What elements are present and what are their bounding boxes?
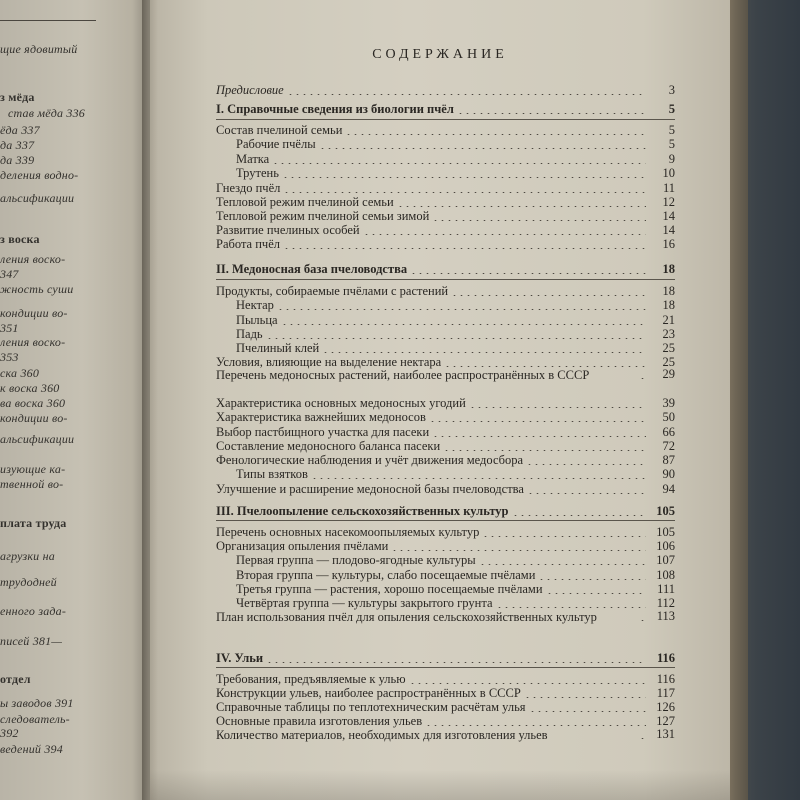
toc-page-number: 5 (668, 102, 675, 116)
dot-leader (311, 478, 646, 479)
toc-page-number: 94 (662, 482, 675, 496)
toc-page-number: 10 (662, 166, 675, 180)
toc-entry (216, 165, 675, 181)
toc-page-number: 113 (656, 609, 675, 623)
toc-entry-label: Типы взятков (236, 467, 308, 481)
left-page-fragment: ёда 337 (0, 123, 40, 137)
toc-entry-label: Улучшение и расширение медоносной базы пчеловодства (216, 482, 524, 496)
toc-entry (216, 297, 675, 313)
toc-page-number: 3 (668, 83, 675, 97)
toc-page-number: 5 (668, 123, 675, 137)
toc-page-number: 90 (662, 467, 675, 481)
left-page-fragment: да 337 (0, 138, 35, 152)
toc-page-number: 106 (656, 539, 675, 553)
toc-entry-label: Падь (236, 327, 263, 341)
left-page-fragment: енного зада- (0, 604, 67, 618)
dot-leader (639, 620, 646, 621)
toc-entry (216, 727, 675, 742)
toc-entry-label: Основные правила изготовления ульев (216, 714, 423, 728)
dot-leader (482, 536, 646, 537)
toc-entry-label: Фенологические наблюдения и учёт движения медосбора (216, 453, 524, 467)
toc-page-number: 112 (656, 596, 675, 610)
dot-leader (397, 206, 646, 207)
toc-page-number: 116 (656, 651, 675, 665)
toc-entry-label: Перечень медоносных растений, наиболее распространённых в СССР (216, 368, 590, 382)
toc-section-heading (216, 503, 675, 519)
toc-entry-label: Перечень основных насекомоопыляемых культур (216, 525, 480, 539)
dot-leader (529, 711, 646, 712)
toc-entry (216, 466, 675, 482)
left-page-fragment: да 339 (0, 153, 35, 167)
left-page-fragment: кондиции во- (0, 306, 68, 320)
toc-page-number: 39 (662, 396, 675, 410)
toc-page-number: 87 (662, 453, 675, 467)
toc-entry-label: Тепловой режим пчелиной семьи (216, 195, 394, 209)
toc-page-number: 131 (656, 727, 675, 741)
left-page-fragment: ведений 394 (0, 742, 63, 756)
toc-page-number: 25 (662, 341, 675, 355)
toc-page-number: 18 (662, 298, 675, 312)
left-page-fragment: став мёда 336 (8, 106, 86, 120)
dot-leader (546, 593, 646, 594)
toc-section-heading (216, 101, 675, 117)
left-page-fragment: щие ядовитый (0, 42, 78, 56)
dot-leader (432, 220, 646, 221)
left-page-fragment: следователь- (0, 712, 70, 726)
dot-leader (272, 163, 646, 164)
toc-entry-label: Условия, влияющие на выделение нектара (216, 355, 442, 369)
dot-leader (287, 94, 646, 95)
toc-entry-label: Конструкции ульев, наиболее распространённых в СССР (216, 686, 521, 700)
toc-entry-label: Четвёртая группа — культуры закрытого грунта (236, 596, 493, 610)
page-shadow (150, 770, 730, 800)
toc-entry-label: Третья группа — растения, хорошо посещаемые пчёлами (236, 582, 543, 596)
toc-entry (216, 481, 675, 497)
left-page-fragment: ления воско- (0, 252, 66, 266)
toc-entry (216, 136, 675, 152)
toc-page-number: 14 (662, 223, 675, 237)
toc-page-number: 50 (662, 410, 675, 424)
toc-entry (216, 609, 675, 624)
toc-entry (216, 552, 675, 568)
dot-leader (429, 421, 646, 422)
toc-entry-label: Требования, предъявляемые к улью (216, 672, 406, 686)
toc-page-number: 21 (662, 313, 675, 327)
toc-page-number: 25 (662, 355, 675, 369)
dot-leader (512, 515, 647, 516)
toc-entry (216, 82, 675, 98)
toc-entry-label: Справочные таблицы по теплотехническим расчётам улья (216, 700, 526, 714)
dot-leader (266, 662, 646, 663)
toc-section-heading (216, 261, 675, 277)
left-page-fragment: плата труда (0, 516, 67, 530)
toc-entry-label: Трутень (236, 166, 279, 180)
section-rule (216, 119, 675, 120)
toc-entry-label: Нектар (236, 298, 274, 312)
toc-entry-label: III. Пчелоопыление сельскохозяйственных культур (216, 504, 509, 518)
left-page-fragment: ы заводов 391 (0, 696, 74, 710)
left-page (0, 0, 150, 800)
dot-leader (322, 352, 646, 353)
toc-page-number: 105 (656, 504, 675, 518)
toc-entry-label: Вторая группа — культуры, слабо посещаемые пчёлами (236, 568, 536, 582)
dot-leader (277, 309, 646, 310)
toc-page-number: 126 (656, 700, 675, 714)
toc-entry-label: II. Медоносная база пчеловодства (216, 262, 408, 276)
toc-entry-label: Первая группа — плодово-ягодные культуры (236, 553, 476, 567)
section-rule (216, 667, 675, 668)
toc-page-number: 5 (668, 137, 675, 151)
toc-entry-label: IV. Ульи (216, 651, 264, 665)
left-page-fragment: отдел (0, 672, 31, 686)
dot-leader (479, 564, 646, 565)
toc-entry-label: Организация опыления пчёлами (216, 539, 389, 553)
right-page (150, 0, 730, 800)
toc-entry-label: Предисловие (216, 83, 284, 97)
left-page-fragment: 392 (0, 726, 19, 740)
left-page-fragment: 351 (0, 321, 19, 335)
dot-leader (281, 324, 646, 325)
dot-leader (526, 464, 646, 465)
toc-entry-label: I. Справочные сведения из биологии пчёл (216, 102, 454, 116)
left-page-fragment: к воска 360 (0, 381, 60, 395)
section-rule (216, 279, 675, 280)
book-gutter (142, 0, 158, 800)
left-page-fragment: писей 381— (0, 634, 63, 648)
left-page-fragment: изующие ка- (0, 462, 66, 476)
dot-leader (451, 295, 646, 296)
toc-title: СОДЕРЖАНИЕ (372, 47, 508, 62)
toc-entry-label: Пчелиный клей (236, 341, 320, 355)
dot-leader (283, 248, 646, 249)
toc-page-number: 18 (662, 262, 675, 276)
dot-leader (538, 579, 646, 580)
toc-page-number: 66 (662, 425, 675, 439)
dot-leader (391, 550, 646, 551)
toc-entry-label: Характеристика основных медоносных угодий (216, 396, 466, 410)
left-page-fragment: 347 (0, 267, 19, 281)
toc-entry-label: Работа пчёл (216, 237, 280, 251)
toc-entry-label: Характеристика важнейших медоносов (216, 410, 426, 424)
left-page-fragment: агрузки на (0, 549, 55, 563)
left-page-fragment: трудодней (0, 575, 57, 589)
dot-leader (425, 725, 646, 726)
left-page-fragment: з мёда (0, 90, 35, 104)
toc-page-number: 117 (656, 686, 675, 700)
toc-entry-label: Количество материалов, необходимых для изготовления ульев (216, 728, 548, 742)
toc-page-number: 105 (656, 525, 675, 539)
dot-leader (639, 378, 646, 379)
left-page-fragment: 353 (0, 350, 19, 364)
toc-page-number: 127 (656, 714, 675, 728)
toc-entry-label: Матка (236, 152, 270, 166)
toc-entry-label: Состав пчелиной семьи (216, 123, 343, 137)
toc-page-number: 72 (662, 439, 675, 453)
dot-leader (319, 148, 646, 149)
toc-page-number: 107 (656, 553, 675, 567)
toc-page-number: 18 (662, 284, 675, 298)
toc-page-number: 14 (662, 209, 675, 223)
toc-page-number: 111 (657, 582, 675, 596)
dot-leader (409, 683, 646, 684)
dot-leader (469, 407, 646, 408)
left-page-top-rule (0, 20, 96, 21)
toc-entry (216, 236, 675, 252)
toc-entry-label: Пыльца (236, 313, 278, 327)
toc-page-number: 16 (662, 237, 675, 251)
left-page-fragment: жность суши (0, 282, 74, 296)
dot-leader (639, 738, 646, 739)
left-page-fragment: деления водно- (0, 168, 79, 182)
dot-leader (363, 234, 646, 235)
section-rule (216, 520, 675, 521)
toc-entry-label: Выбор пастбищного участка для пасеки (216, 425, 430, 439)
dot-leader (443, 450, 646, 451)
left-page-fragment: альсификации (0, 191, 75, 205)
dot-leader (527, 493, 646, 494)
toc-entry-label: План использования пчёл для опыления сельскохозяйственных культур (216, 610, 597, 624)
left-page-fragment: ления воско- (0, 335, 66, 349)
toc-entry-label: Рабочие пчёлы (236, 137, 316, 151)
toc-entry (216, 367, 675, 382)
left-page-fragment: ска 360 (0, 366, 40, 380)
toc-section-heading (216, 650, 675, 666)
dot-leader (282, 177, 646, 178)
toc-page-number: 23 (662, 327, 675, 341)
toc-page-number: 108 (656, 568, 675, 582)
toc-entry-label: Гнездо пчёл (216, 181, 281, 195)
left-page-fragment: твенной во- (0, 477, 64, 491)
toc-entry-label: Продукты, собираемые пчёлами с растений (216, 284, 449, 298)
toc-page-number: 11 (662, 181, 675, 195)
toc-entry (216, 409, 675, 425)
left-page-fragment: ва воска 360 (0, 396, 66, 410)
toc-page-number: 12 (662, 195, 675, 209)
toc-entry-label: Составление медоносного баланса пасеки (216, 439, 441, 453)
dot-leader (496, 607, 647, 608)
dot-leader (345, 134, 646, 135)
toc-entry-label: Развитие пчелиных особей (216, 223, 360, 237)
dot-leader (524, 697, 646, 698)
toc-page-number: 9 (668, 152, 675, 166)
dot-leader (410, 273, 646, 274)
toc-page-number: 116 (656, 672, 675, 686)
left-page-fragment: кондиции во- (0, 411, 68, 425)
toc-page-number: 29 (662, 367, 675, 381)
dot-leader (266, 338, 646, 339)
left-page-fragment: альсификации (0, 432, 75, 446)
dot-leader (283, 192, 646, 193)
dot-leader (432, 436, 646, 437)
dot-leader (457, 113, 646, 114)
left-page-fragment: з воска (0, 232, 40, 246)
toc-entry-label: Тепловой режим пчелиной семьи зимой (216, 209, 430, 223)
